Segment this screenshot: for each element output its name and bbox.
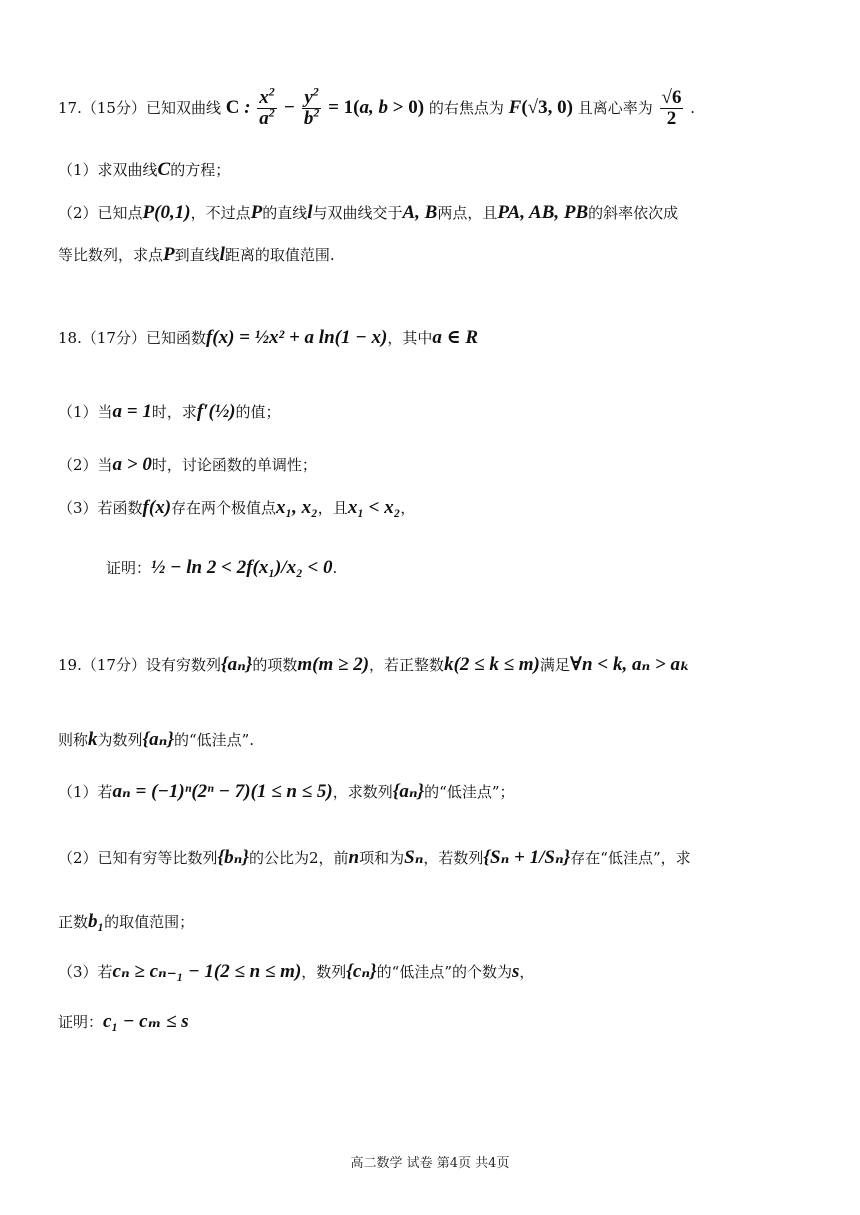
problem-19-line-2 [58,730,254,750]
p19-q3-mid2: 的“低洼点”的个数为 [376,963,513,981]
p19-q3-end: ， [519,963,535,981]
p18-proof-end: . [332,559,338,577]
q1-text: （1）求双曲线 [58,161,158,179]
problem-19-q2 [58,848,691,868]
problem-18-q1 [58,402,280,422]
p18-q1-end: 的值； [235,403,281,421]
q1-math: C [157,159,171,180]
p18-head-tail: ，其中 [387,329,433,347]
problem-17-line-1 [58,84,696,129]
focus-point: F(√3, 0) [508,96,573,118]
q2-tail4: 两点，且 [437,204,498,222]
p18-q2-end: 时，讨论函数的单调性； [151,456,317,474]
p19-q1-end: 的“低洼点”； [424,783,515,801]
problem-19-q2-cont [58,912,194,932]
q2c-math2: l [219,244,225,265]
problem-17-head: 17.（15分）已知双曲线 [58,98,221,117]
p18-q3-f: f(x) [142,497,172,518]
p19-q3-pre: （3）若 [58,963,113,981]
problem-17-tail: 的右焦点为 [428,98,504,117]
p19-q3-mid: ，数列 [301,963,347,981]
p18-q2-pre: （2）当 [58,456,113,474]
p19-q1-seq: {aₙ} [392,781,425,802]
p19-l2-pre: 则称 [58,731,89,749]
p18-q3-pts: x₁, x₂ [276,497,318,518]
q2-math2: P [250,202,263,223]
q2-text: （2）已知点 [58,204,143,222]
q2-math4: A, B [402,202,438,223]
q1-tail: 的方程； [170,161,231,179]
p18-q1-mid: 时，求 [151,403,197,421]
q2c-math: P [163,244,175,265]
p19-q2-l2-b: b₁ [88,911,105,932]
problem-18-head [58,328,478,348]
p19-proof: c₁ − cₘ ≤ s [103,1011,189,1032]
point-p: P(0,1) [142,202,191,223]
problem-19-q1 [58,782,515,802]
eccentricity: $\frac{√6}{2}$ [661,87,682,129]
p19-head4: 满足 [539,656,570,674]
p19-q2-l2-end: 的取值范围； [104,913,195,931]
p19-l2-seq: {aₙ} [142,729,174,750]
p19-q2-l2-pre: 正数 [58,913,89,931]
p19-q3-s: s [512,961,520,982]
p19-q2-seq: {bₙ} [217,847,249,868]
q2-tail: ，不过点 [190,204,251,222]
p19-head: 19.（17分）设有穷数列 [58,656,221,674]
p18-function: f(x) = ½x² + a ln(1 − x) [205,327,388,348]
p18-q3-ineq: x₁ < x₂ [347,497,401,518]
p19-q2-pre: （2）已知有穷等比数列 [58,849,218,867]
p19-head3: ，若正整数 [369,656,445,674]
p18-proof: ½ − ln 2 < 2f(x₁)/x₂ < 0 [151,557,333,578]
p19-l2-mid: 为数列 [97,731,143,749]
p19-l2-end: 的“低洼点”. [173,731,255,749]
problem-19-proof [58,1012,189,1032]
problem-18-q2 [58,455,317,475]
problem-18-q3 [58,498,415,518]
q2-math3: l [307,202,313,223]
q2-tail5: 的斜率依次成 [588,204,679,222]
q2c-tail2: 距离的取值范围. [224,246,335,264]
page-footer: 高二数学 试卷 第4页 共4页 [350,1156,510,1171]
problem-18-proof [106,558,337,578]
p19-q2-end: 存在“低洼点”，求 [570,849,691,867]
p18-condition: a ∈ R [432,327,479,348]
p18-q3-and: ，且 [317,499,348,517]
p19-q3-seq: {cₙ} [346,961,377,982]
p18-q3-mid: 存在两个极值点 [171,499,277,517]
q2-tail2: 的直线 [262,204,308,222]
p19-seq: {aₙ} [220,654,253,675]
p19-q1-mid: ，求数列 [332,783,393,801]
p18-q1-f: f′(½) [196,401,236,422]
p19-q2-s: Sₙ [404,847,424,868]
q2c-text: 等比数列，求点 [58,246,164,264]
p18-q1-pre: （1）当 [58,403,113,421]
p19-head2: 的项数 [252,656,298,674]
p19-q2-mid: 的公比为2，前 [248,849,349,867]
p19-l2-k: k [88,729,98,750]
hyperbola-equation: C : $\frac{x^2}{a^2}$ − $\frac{y^2}{b^2}$ = 1(a, b > 0) [225,84,425,129]
problem-17-q2-cont [58,245,335,265]
p19-q1-pre: （1）若 [58,783,113,801]
p18-q2-m: a > 0 [112,454,152,475]
problem-17-tail2: 且离心率为 [577,98,653,117]
q2-tail3: 与双曲线交于 [312,204,403,222]
p18-q1-m: a = 1 [112,401,152,422]
problem-17-q1 [58,160,230,180]
problem-17-q2 [58,203,678,223]
p18-q3-pre: （3）若函数 [58,499,143,517]
p19-q3-formula: cₙ ≥ cₙ₋₁ − 1(2 ≤ n ≤ m) [112,961,302,982]
p19-proof-pre: 证明： [58,1013,104,1031]
problem-17-end: . [690,98,696,117]
q2-math5: PA, AB, PB [497,202,589,223]
p19-q2-mid2: 项和为 [359,849,405,867]
problem-19-q3 [58,962,534,982]
p19-q2-seq2: {Sₙ + 1/Sₙ} [483,847,571,868]
p19-q1-formula: aₙ = (−1)ⁿ(2ⁿ − 7)(1 ≤ n ≤ 5) [112,781,333,802]
p18-head: 18.（17分）已知函数 [58,329,206,347]
p19-q2-mid3: ，若数列 [423,849,484,867]
p19-k: k(2 ≤ k ≤ m) [444,654,540,675]
p18-proof-pre: 证明： [106,559,152,577]
p19-q2-n: n [348,847,360,868]
problem-19-head [58,655,690,675]
q2c-tail: 到直线 [174,246,220,264]
p19-cond: ∀n < k, aₙ > aₖ [569,654,690,675]
p19-m: m(m ≥ 2) [297,654,370,675]
p18-q3-end: ， [400,499,416,517]
